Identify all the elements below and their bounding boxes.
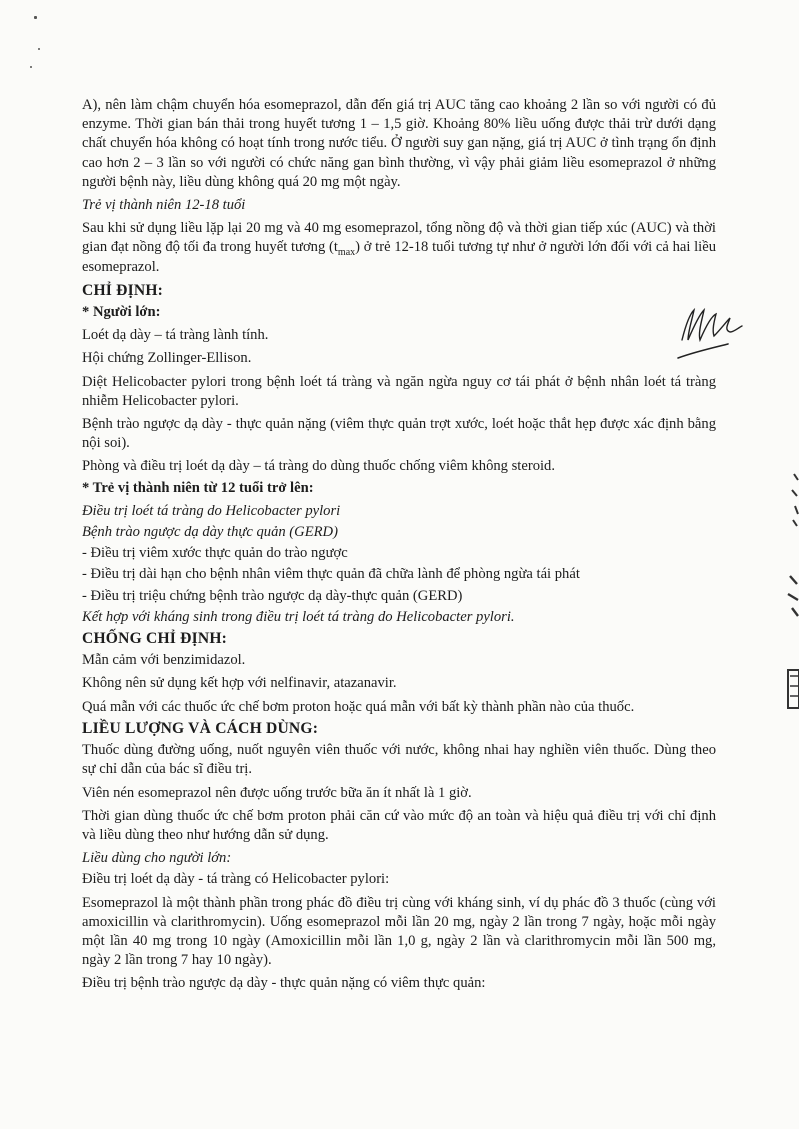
teen-pk-paragraph [82,219,716,277]
indications-title: CHỈ ĐỊNH: [82,281,164,299]
teen-indication-item: - Điều trị dài hạn cho bệnh nhân viêm thực quản đã chữa lành để phòng ngừa tái phát [82,566,580,583]
scan-speck [30,66,32,68]
tmax-subscript: max [337,247,356,259]
edge-artifact [780,662,799,722]
contraindication-item: Quá mẫn với các thuốc ức chế bơm proton hoặc quá mẫn với bất kỳ thành phần nào của thuốc. [82,698,635,715]
adult-indications-heading: * Người lớn: [82,304,161,321]
contraindication-item: Không nên sử dụng kết hợp với nelfinavir, atazanavir. [82,675,397,692]
hp-regimen-paragraph: Esomeprazol là một thành phần trong phác đồ điều trị cùng với kháng sinh, ví dụ phác đồ 3 thuốc (cùng với amoxicillin và clarithromycin). Uống esomeprazol mỗi lần 20 mg, ngày 2 lần trong 7 ngày, hoặc mỗi ngày một lần 40 mg trong 10 ngày (Amoxicillin mỗi lần 1,0 g, ngày 2 lần và clarithromycin mỗi lần 500 mg, ngày 2 lần trong 7 hay 10 ngày). [82,894,716,969]
document-body [82,96,716,998]
dosage-paragraph: Thuốc dùng đường uống, nuốt nguyên viên thuốc với nước, không nhai hay nghiền viên thuốc. Dùng theo sự chỉ dẫn của bác sĩ điều trị. [82,742,716,778]
contraindication-item: Mẫn cảm với benzimidazol. [82,652,246,669]
scan-speck [38,48,40,50]
adult-indication-item: Loét dạ dày – tá tràng lành tính. [82,327,269,344]
teen-pk-text-b: ) ở trẻ 12-18 tuổi tương tự như ở người lớn đối với cả hai liều esomeprazol. [82,239,717,275]
gerd-treatment-line: Điều trị bệnh trào ngược dạ dày - thực quản nặng có viêm thực quản: [82,975,486,992]
pk-paragraph-poor-metabolizers: A), nên làm chậm chuyển hóa esomeprazol, dẫn đến giá trị AUC tăng cao khoảng 2 lần so với người có đủ enzyme. Thời gian bán thải trong huyết tương 1 – 1,5 giờ. Khoảng 80% liều uống được thải trừ dưới dạng chất chuyển hóa không có hoạt tính trong nước tiểu. Ở người suy gan nặng, giá trị AUC ở tình trạng ổn định cao hơn 2 – 3 lần so với người có chức năng gan bình thường, vì vậy phải giảm liều esomeprazol ở những người bệnh này, liều dùng không quá 20 mg một ngày. [82,97,716,190]
teen-indication-combo: Kết hợp với kháng sinh trong điều trị loét tá tràng do Helicobacter pylori. [82,608,515,625]
teen-pk-heading: Trẻ vị thành niên 12-18 tuổi [82,197,246,214]
edge-artifact [780,470,799,530]
teen-indication-hp: Điều trị loét tá tràng do Helicobacter pylori [82,502,341,519]
contraindications-title: CHỐNG CHỈ ĐỊNH: [82,630,228,648]
dosage-paragraph: Thời gian dùng thuốc ức chế bơm proton phải căn cứ vào mức độ an toàn và hiệu quả điều trị với chỉ định và liều dùng theo như hướng dẫn sử dụng. [82,807,716,843]
edge-artifact [780,570,799,620]
dosage-paragraph: Viên nén esomeprazol nên được uống trước bữa ăn ít nhất là 1 giờ. [82,784,472,801]
teen-indication-gerd: Bệnh trào ngược dạ dày thực quản (GERD) [82,524,338,541]
dosage-title: LIỀU LƯỢNG VÀ CÁCH DÙNG: [82,719,319,737]
adult-indication-item: Phòng và điều trị loét dạ dày – tá tràng do dùng thuốc chống viêm không steroid. [82,458,555,475]
teen-pk-text-a: Sau khi sử dụng liều lặp lại 20 mg và 40 mg esomeprazol, tổng nồng độ và thời gian tiếp xúc (AUC) và thời gian đạt nồng độ tối đa trong huyết tương (t [82,220,716,256]
scan-speck [34,16,37,19]
teen-indication-item: - Điều trị viêm xước thực quản do trào ngược [82,545,348,562]
adult-indication-item: Diệt Helicobacter pylori trong bệnh loét tá tràng và ngăn ngừa nguy cơ tái phát ở bệnh nhân loét tá tràng nhiễm Helicobacter pylori. [82,373,716,409]
adult-indication-item: Hội chứng Zollinger-Ellison. [82,350,252,367]
teen-indications-heading: * Trẻ vị thành niên từ 12 tuổi trở lên: [82,479,314,496]
teen-indication-item: - Điều trị triệu chứng bệnh trào ngược dạ dày-thực quản (GERD) [82,587,463,604]
adult-dosage-heading: Liều dùng cho người lớn: [82,850,232,867]
hp-treatment-line: Điều trị loét dạ dày - tá tràng có Helicobacter pylori: [82,871,390,888]
adult-indication-item: Bệnh trào ngược dạ dày - thực quản nặng (viêm thực quản trợt xước, loét hoặc thắt hẹp được xác định bằng nội soi). [82,416,716,452]
